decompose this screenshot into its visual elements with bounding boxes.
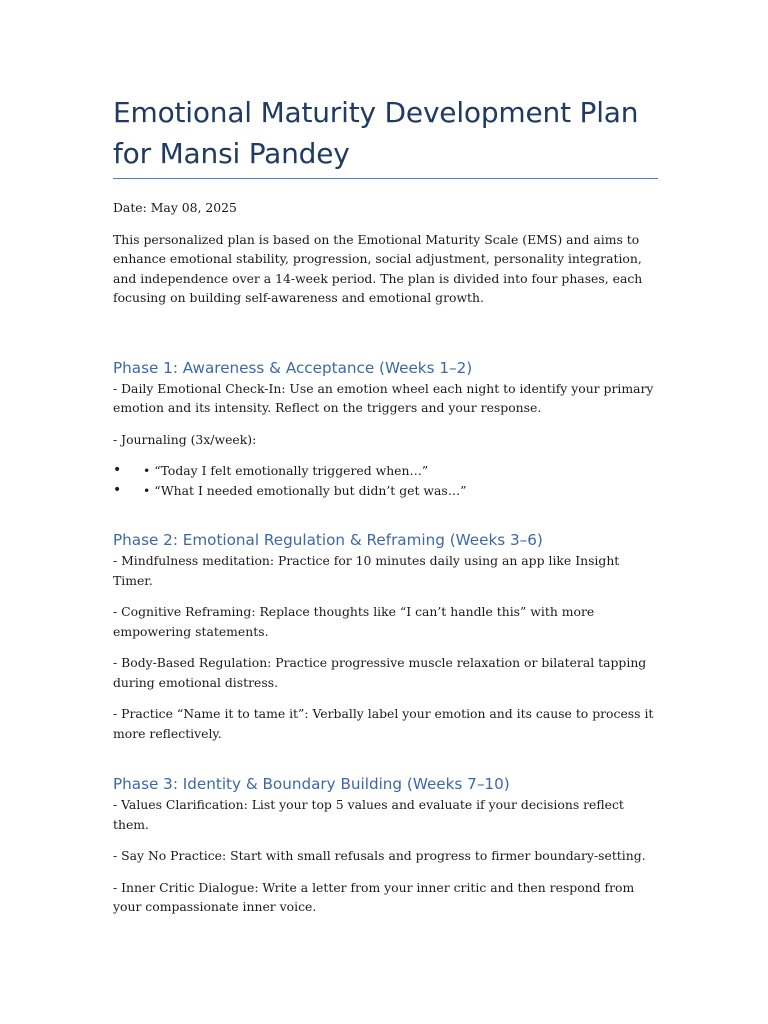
- bullet-icon: •: [113, 481, 122, 498]
- phase-2-item-mindfulness: - Mindfulness meditation: Practice for 10 minutes daily using an app like Insight Timer.: [113, 553, 620, 588]
- phase-1-item-journaling: - Journaling (3x/week):: [113, 431, 257, 447]
- phase-1-heading: Phase 1: Awareness & Acceptance (Weeks 1–2): [113, 358, 473, 377]
- journaling-prompt: • “Today I felt emotionally triggered when…”: [143, 463, 429, 478]
- journaling-prompt: • “What I needed emotionally but didn’t get was…”: [143, 482, 467, 498]
- phase-2-item-body-regulation: - Body-Based Regulation: Practice progressive muscle relaxation or bilateral tapping during emotional distress.: [113, 655, 647, 690]
- list-item: [113, 481, 658, 501]
- journaling-prompt-list: [113, 461, 658, 500]
- phase-3-item-inner-critic: - Inner Critic Dialogue: Write a letter from your inner critic and then respond from your compassionate inner voice.: [113, 879, 635, 914]
- phase-3-item-values: - Values Clarification: List your top 5 values and evaluate if your decisions reflect them.: [113, 797, 624, 832]
- phase-2-item-reframing: - Cognitive Reframing: Replace thoughts like “I can’t handle this” with more empowering statements.: [113, 604, 595, 639]
- phase-1-section: [113, 357, 658, 501]
- phase-2-section: [113, 529, 658, 743]
- phase-1-item-checkin: - Daily Emotional Check-In: Use an emotion wheel each night to identify your primary emotion and its intensity. Reflect on the triggers and your response.: [113, 380, 654, 415]
- phase-3-item-say-no: - Say No Practice: Start with small refusals and progress to firmer boundary-setting.: [113, 848, 646, 863]
- phase-2-heading: Phase 2: Emotional Regulation & Reframing (Weeks 3–6): [113, 531, 543, 549]
- document-title: Emotional Maturity Development Plan for Mansi Pandey: [113, 92, 658, 179]
- phase-3-heading: Phase 3: Identity & Boundary Building (Weeks 7–10): [113, 775, 510, 793]
- list-item: [113, 461, 658, 481]
- phase-2-item-name-it: - Practice “Name it to tame it”: Verbally label your emotion and its cause to process it more reflectively.: [113, 706, 654, 741]
- phase-3-section: [113, 773, 658, 917]
- document-date: Date: May 08, 2025: [113, 200, 237, 215]
- intro-paragraph: This personalized plan is based on the Emotional Maturity Scale (EMS) and aims to enhance emotional stability, progression, social adjustment, personality integration, and independence over a 14-week period. The plan is divided into four phases, each focusing on building self-awareness and emotional growth.: [113, 231, 643, 305]
- document-page: [113, 92, 658, 917]
- bullet-icon: •: [113, 462, 122, 478]
